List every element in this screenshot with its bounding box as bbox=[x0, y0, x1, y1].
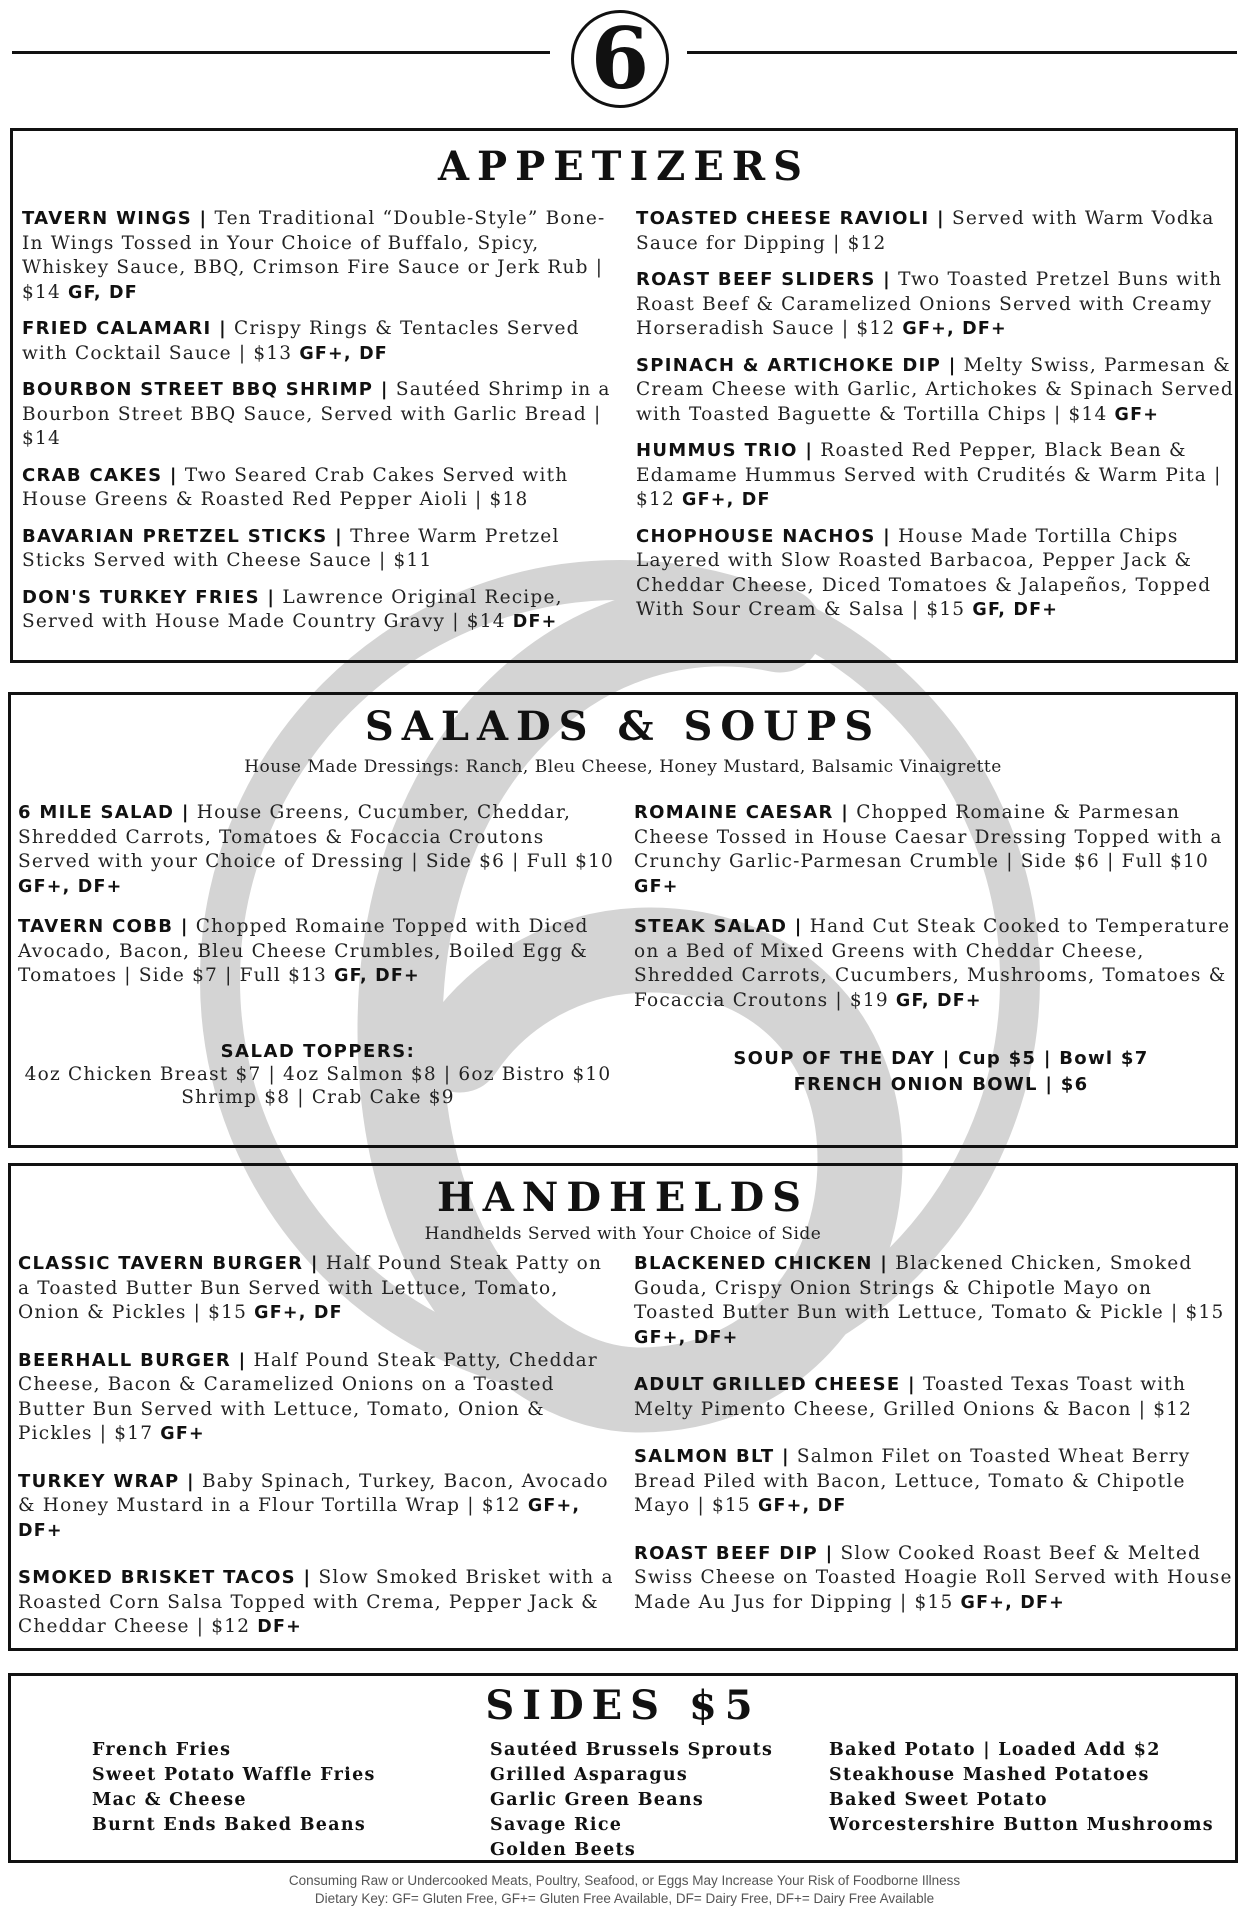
menu-item-description: Baby Spinach, Turkey, Bacon, Avocado & Honey Mustard in a Flour Tortilla Wrap | $12 bbox=[18, 1470, 609, 1516]
menu-item-dietary-tags: GF, DF+ bbox=[972, 600, 1059, 620]
menu-item-dietary-tags: GF+, DF+ bbox=[634, 1327, 739, 1348]
menu-item-description: Served with Warm Vodka Sauce for Dipping | $12 bbox=[636, 208, 1215, 254]
header-rule-left bbox=[12, 51, 550, 54]
menu-item-dietary-tags: GF, DF+ bbox=[895, 990, 982, 1011]
menu-item-description: House Greens, Cucumber, Cheddar, Shredded Carrots, Tomatoes & Focaccia Croutons Served with your Choice of Dressing | Side $6 | Full $10 bbox=[18, 802, 615, 872]
menu-item-dietary-tags: GF+, DF+ bbox=[902, 319, 1007, 339]
menu-item-dietary-tags: GF+, DF bbox=[299, 343, 388, 364]
salads-title: SALADS & SOUPS bbox=[364, 703, 882, 750]
side-item: Steakhouse Mashed Potatoes bbox=[829, 1765, 1150, 1785]
menu-item-description: Slow Smoked Brisket with a Roasted Corn Salsa Topped with Crema, Pepper Jack & Cheddar Cheese | $12 bbox=[18, 1567, 614, 1637]
menu-item-dietary-tags: GF+, DF+ bbox=[18, 1496, 581, 1541]
menu-item-name: TAVERN COBB | bbox=[18, 916, 189, 937]
sides-column-3 bbox=[829, 1738, 1229, 1838]
handhelds-title: HANDHELDS bbox=[436, 1174, 810, 1221]
menu-item-dietary-tags: GF+ bbox=[634, 876, 679, 897]
soup-info bbox=[651, 1046, 1231, 1098]
menu-item-name: ROAST BEEF DIP | bbox=[634, 1542, 834, 1564]
salad-toppers bbox=[18, 1040, 618, 1109]
side-item: Sautéed Brussels Sprouts bbox=[490, 1740, 774, 1760]
footer-line2: Dietary Key: GF= Gluten Free, GF+= Gluten Free Available, DF= Dairy Free, DF+= Dairy Free Available bbox=[314, 1891, 935, 1906]
side-item: Baked Sweet Potato bbox=[829, 1790, 1048, 1810]
logo bbox=[571, 10, 669, 108]
handhelds-subtitle: Handhelds Served with Your Choice of Side bbox=[424, 1224, 822, 1244]
menu-item bbox=[18, 1470, 618, 1544]
menu-item-description: Toasted Texas Toast with Melty Pimento Cheese, Grilled Onions & Bacon | $12 bbox=[634, 1374, 1193, 1420]
menu-item-dietary-tags: GF+, DF bbox=[757, 1496, 847, 1516]
menu-item-name: BOURBON STREET BBQ SHRIMP | bbox=[22, 379, 389, 400]
sides-column-2 bbox=[490, 1738, 810, 1863]
side-item: Golden Beets bbox=[490, 1840, 637, 1860]
side-item: French Fries bbox=[92, 1740, 232, 1760]
menu-item bbox=[634, 1445, 1234, 1519]
handhelds-right-column bbox=[634, 1252, 1234, 1638]
menu-item bbox=[636, 354, 1236, 428]
menu-item bbox=[22, 525, 622, 574]
menu-item-dietary-tags: GF+, DF bbox=[254, 1303, 343, 1323]
footer bbox=[0, 1872, 1249, 1908]
menu-item-name: ROAST BEEF SLIDERS | bbox=[636, 269, 892, 290]
menu-item-description: Chopped Romaine Topped with Diced Avocado, Bacon, Bleu Cheese Crumbles, Boiled Egg & Tomatoes | Side $7 | Full $13 bbox=[18, 916, 589, 986]
appetizers-title: APPETIZERS bbox=[438, 143, 810, 190]
menu-item bbox=[22, 586, 622, 635]
menu-item-name: FRIED CALAMARI | bbox=[22, 318, 227, 339]
sides-section bbox=[8, 1673, 1238, 1863]
menu-item bbox=[18, 1252, 618, 1326]
menu-item-name: ROMAINE CAESAR | bbox=[634, 802, 850, 823]
sides-column-1 bbox=[92, 1738, 412, 1838]
menu-item bbox=[22, 317, 622, 366]
menu-item-description: Lawrence Original Recipe, Served with House Made Country Gravy | $14 bbox=[22, 586, 563, 632]
menu-item-name: SALMON BLT | bbox=[634, 1446, 790, 1467]
side-item: Savage Rice bbox=[490, 1815, 623, 1835]
menu-item-description: Blackened Chicken, Smoked Gouda, Crispy Onion Strings & Chipotle Mayo on Toasted Butter Bun with Lettuce, Tomato & Pickle | $15 bbox=[634, 1253, 1225, 1323]
logo-text: 6 bbox=[590, 9, 650, 108]
menu-item-dietary-tags: GF+, DF bbox=[682, 490, 771, 510]
menu-item-dietary-tags: DF+ bbox=[257, 1617, 303, 1637]
menu-item-description: Two Seared Crab Cakes Served with House Greens & Roasted Red Pepper Aioli | $18 bbox=[22, 464, 569, 510]
menu-item-description: Two Toasted Pretzel Buns with Roast Beef & Caramelized Onions Served with Creamy Horseradish Sauce | $12 bbox=[636, 269, 1223, 339]
handhelds-left-column bbox=[18, 1252, 618, 1663]
menu-item-dietary-tags: GF+, DF+ bbox=[960, 1592, 1065, 1613]
header-rule-right bbox=[687, 51, 1237, 54]
menu-item-description: House Made Tortilla Chips Layered with Slow Roasted Barbacoa, Pepper Jack & Cheddar Cheese, Diced Tomatoes & Jalapeños, Topped With Sour Cream & Salsa | $15 bbox=[636, 525, 1212, 620]
menu-item bbox=[636, 525, 1236, 623]
menu-item-name: SMOKED BRISKET TACOS | bbox=[18, 1567, 312, 1588]
menu-item bbox=[634, 1373, 1234, 1422]
menu-item-dietary-tags: DF+ bbox=[512, 612, 558, 632]
appetizers-left-column bbox=[22, 207, 622, 647]
menu-item-dietary-tags: GF+ bbox=[1114, 404, 1160, 425]
menu-item-description: Crispy Rings & Tentacles Served with Cocktail Sauce | $13 bbox=[22, 318, 580, 364]
handhelds-section bbox=[8, 1163, 1238, 1651]
salads-section bbox=[8, 692, 1238, 1148]
menu-item-description: Three Warm Pretzel Sticks Served with Cheese Sauce | $11 bbox=[22, 525, 560, 571]
menu-item-name: TOASTED CHEESE RAVIOLI | bbox=[636, 208, 945, 229]
menu-item bbox=[22, 378, 622, 452]
menu-item-description: Roasted Red Pepper, Black Bean & Edamame Hummus Served with Crudités & Warm Pita | $12 bbox=[636, 440, 1222, 510]
menu-item bbox=[18, 1349, 618, 1447]
soup-line1: SOUP OF THE DAY | Cup $5 | Bowl $7 bbox=[733, 1048, 1149, 1069]
menu-item-name: BAVARIAN PRETZEL STICKS | bbox=[22, 525, 344, 547]
menu-item bbox=[18, 801, 624, 899]
menu-item-name: DON'S TURKEY FRIES | bbox=[22, 586, 276, 608]
side-item: Grilled Asparagus bbox=[490, 1765, 689, 1785]
menu-item-description: Half Pound Steak Patty on a Toasted Butter Bun Served with Lettuce, Tomato, Onion & Pickles | $15 bbox=[18, 1253, 603, 1323]
menu-item bbox=[18, 1566, 618, 1640]
side-item: Garlic Green Beans bbox=[490, 1790, 705, 1810]
menu-item-name: SPINACH & ARTICHOKE DIP | bbox=[636, 354, 957, 376]
menu-item-dietary-tags: GF+ bbox=[160, 1424, 205, 1444]
menu-item bbox=[22, 464, 622, 513]
menu-item-name: BEERHALL BURGER | bbox=[18, 1349, 247, 1371]
menu-item-name: BLACKENED CHICKEN | bbox=[634, 1253, 889, 1274]
side-item: Mac & Cheese bbox=[92, 1790, 247, 1810]
menu-item bbox=[636, 268, 1236, 342]
menu-item-dietary-tags: GF+, DF+ bbox=[18, 876, 123, 897]
menu-item bbox=[22, 207, 622, 305]
menu-item-name: ADULT GRILLED CHEESE | bbox=[634, 1374, 916, 1395]
menu-item-name: CHOPHOUSE NACHOS | bbox=[636, 525, 892, 547]
salad-toppers-line1: 4oz Chicken Breast $7 | 4oz Salmon $8 | 6oz Bistro $10 bbox=[24, 1064, 612, 1085]
menu-item-description: Half Pound Steak Patty, Cheddar Cheese, Bacon & Caramelized Onions on a Toasted Butter Bun Served with Lettuce, Tomato, Onion & Pickles | $17 bbox=[18, 1349, 598, 1444]
menu-item-name: CRAB CAKES | bbox=[22, 464, 178, 486]
menu-item bbox=[634, 1542, 1234, 1616]
menu-item bbox=[18, 915, 624, 989]
menu-item-name: TURKEY WRAP | bbox=[18, 1470, 195, 1492]
side-item: Sweet Potato Waffle Fries bbox=[92, 1765, 376, 1785]
menu-item-name: 6 MILE SALAD | bbox=[18, 802, 190, 823]
soup-line2: FRENCH ONION BOWL | $6 bbox=[793, 1074, 1089, 1095]
menu-item bbox=[636, 207, 1236, 256]
side-item: Baked Potato | Loaded Add $2 bbox=[829, 1740, 1161, 1760]
menu-item-dietary-tags: GF, DF bbox=[68, 282, 138, 303]
menu-item-description: Melty Swiss, Parmesan & Cream Cheese with Garlic, Artichokes & Spinach Served with Toasted Baguette & Tortilla Chips | $14 bbox=[636, 354, 1234, 425]
menu-item bbox=[634, 915, 1234, 1013]
salad-toppers-title: SALAD TOPPERS: bbox=[220, 1041, 416, 1062]
salads-left-column bbox=[18, 801, 624, 1005]
side-item: Worcestershire Button Mushrooms bbox=[829, 1815, 1214, 1835]
appetizers-section bbox=[10, 128, 1238, 663]
menu-item-name: STEAK SALAD | bbox=[634, 916, 803, 937]
menu-item bbox=[636, 439, 1236, 513]
menu-item-name: CLASSIC TAVERN BURGER | bbox=[18, 1253, 319, 1274]
menu-item-description: Sautéed Shrimp in a Bourbon Street BBQ Sauce, Served with Garlic Bread | $14 bbox=[22, 379, 611, 449]
footer-line1: Consuming Raw or Undercooked Meats, Poultry, Seafood, or Eggs May Increase Your Risk of Foodborne Illness bbox=[288, 1873, 961, 1888]
menu-item-description: Chopped Romaine & Parmesan Cheese Tossed in House Caesar Dressing Topped with a Crunchy Garlic-Parmesan Crumble | Side $6 | Full $10 bbox=[634, 802, 1223, 872]
salad-toppers-line2: Shrimp $8 | Crab Cake $9 bbox=[181, 1087, 455, 1108]
menu-item-description: Salmon Filet on Toasted Wheat Berry Bread Piled with Bacon, Lettuce, Tomato & Chipotle Mayo | $15 bbox=[634, 1446, 1191, 1516]
sides-title: SIDES $5 bbox=[485, 1682, 761, 1729]
menu-item bbox=[634, 1252, 1234, 1350]
menu-item-name: TAVERN WINGS | bbox=[22, 208, 208, 229]
salads-right-column bbox=[634, 801, 1234, 1029]
menu-item-dietary-tags: GF, DF+ bbox=[334, 966, 420, 986]
menu-item bbox=[634, 801, 1234, 899]
menu-item-name: HUMMUS TRIO | bbox=[636, 440, 814, 461]
appetizers-right-column bbox=[636, 207, 1236, 635]
menu-item-description: Ten Traditional “Double-Style” Bone-In Wings Tossed in Your Choice of Buffalo, Spicy, Whiskey Sauce, BBQ, Crimson Fire Sauce or Jerk Rub | $14 bbox=[22, 208, 606, 303]
salads-subtitle: House Made Dressings: Ranch, Bleu Cheese, Honey Mustard, Balsamic Vinaigrette bbox=[244, 757, 1002, 777]
side-item: Burnt Ends Baked Beans bbox=[92, 1815, 367, 1835]
menu-item-description: Hand Cut Steak Cooked to Temperature on a Bed of Mixed Greens with Cheddar Cheese, Shredded Carrots, Cucumbers, Mushrooms, Tomatoes & Focaccia Croutons | $19 bbox=[634, 916, 1231, 1011]
menu-item-description: Slow Cooked Roast Beef & Melted Swiss Cheese on Toasted Hoagie Roll Served with House Made Au Jus for Dipping | $15 bbox=[634, 1542, 1233, 1613]
